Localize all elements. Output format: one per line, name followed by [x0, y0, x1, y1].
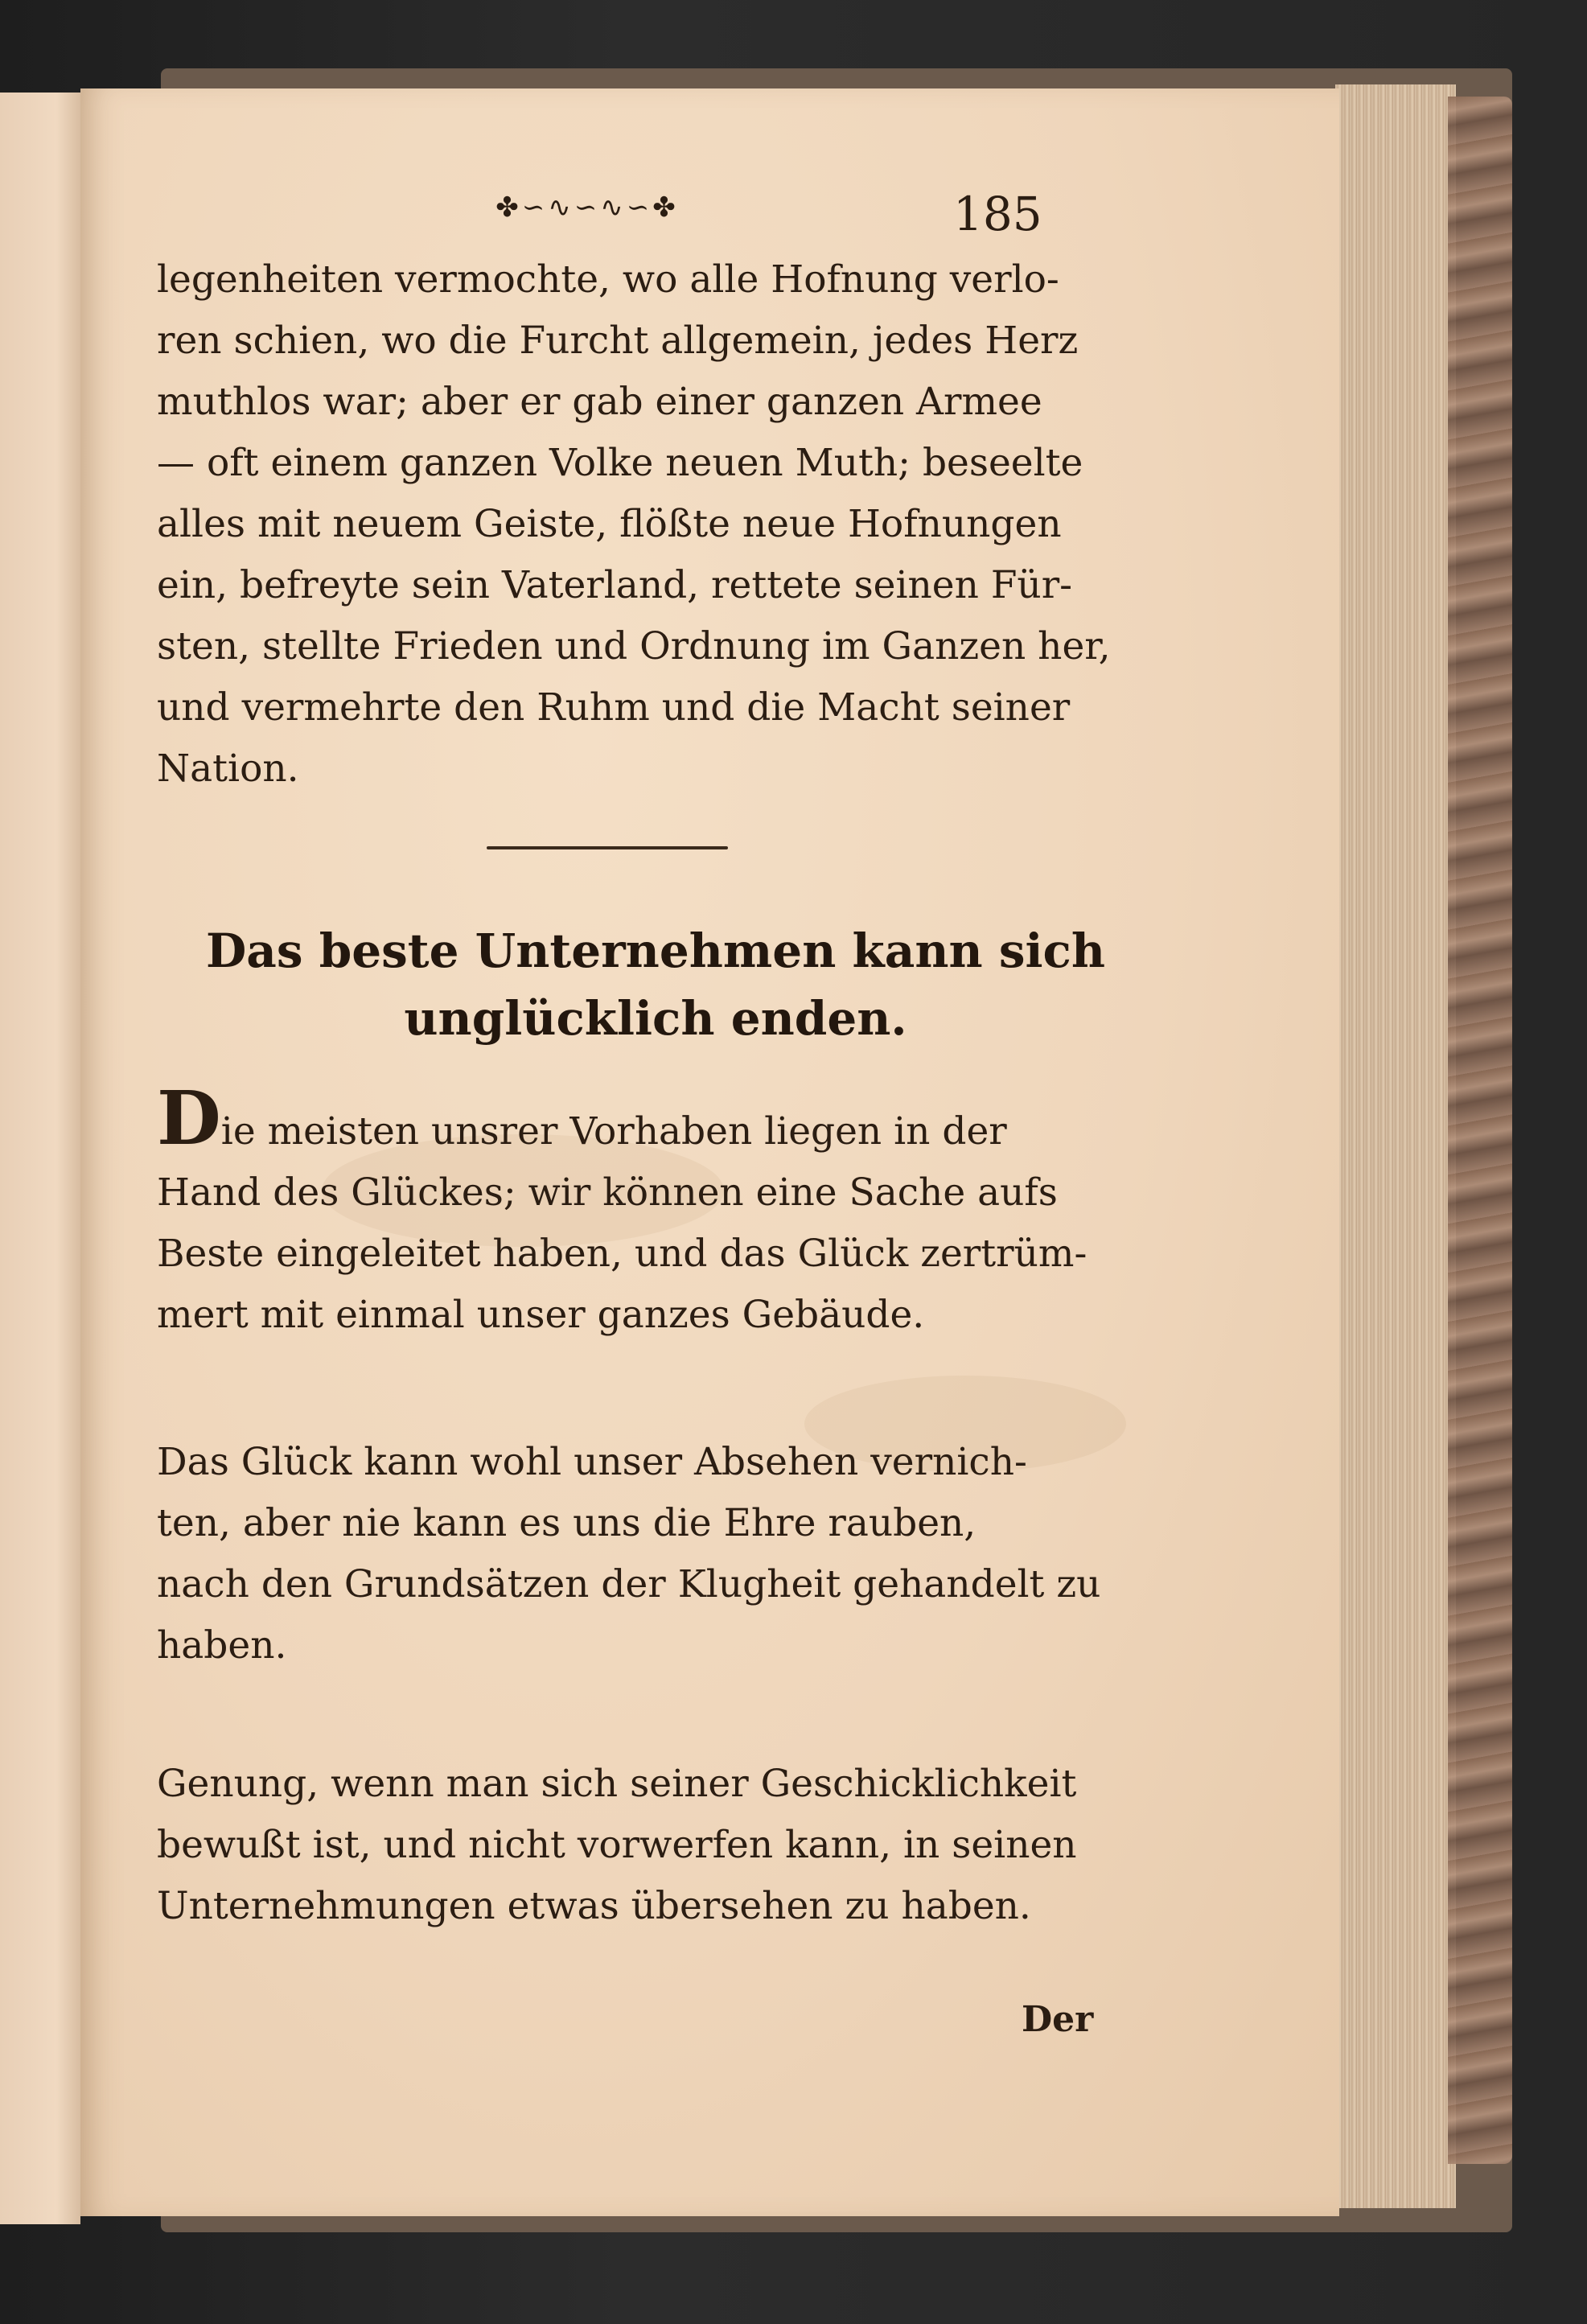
section-divider [487, 846, 728, 849]
left-page-edge [0, 93, 80, 2224]
paragraph-2-text: ie meisten unsrer Vorhaben liegen in der Hand des Glückes; wir können eine Sache aufs Beste eingeleitet haben, und das Glück zertrüm- mert mit einmal unser ganzes Gebäude. [157, 1109, 1087, 1337]
section-heading: Das beste Unternehmen kann sich unglücklich enden. [205, 923, 1106, 1046]
drop-cap: D [157, 1075, 221, 1162]
catchword: Der [1022, 1999, 1094, 2040]
page-edges [1335, 84, 1456, 2208]
page-number: 185 [953, 187, 1042, 241]
paragraph-3: Das Glück kann wohl unser Absehen vernich- ten, aber nie kann es uns die Ehre rauben, nach den Grundsätzen der Klugheit gehandelt zu haben. [157, 1440, 1101, 1668]
paragraph-2 [157, 1075, 1154, 1346]
header-ornament: ✤∽∿∽∿∽✤ [495, 191, 679, 224]
paragraph-1: legenheiten vermochte, wo alle Hofnung verlo- ren schien, wo die Furcht allgemein, jedes Herz muthlos war; aber er gab einer ganzen Armee — oft einem ganzen Volke neuen Muth; beseelte alles mit neuem Geiste, flößte neue Hofnungen ein, befreyte sein Vaterland, rettete seinen Für- sten, stellte Frieden und Ordnung im Ganzen her, und vermehrte den Ruhm und die Macht seiner Nation. [157, 257, 1111, 791]
marbled-fore-edge [1448, 97, 1512, 2164]
paragraph-4: Genung, wenn man sich seiner Geschicklichkeit bewußt ist, und nicht vorwerfen kann, in seinen Unternehmungen etwas übersehen zu haben. [157, 1762, 1077, 1928]
